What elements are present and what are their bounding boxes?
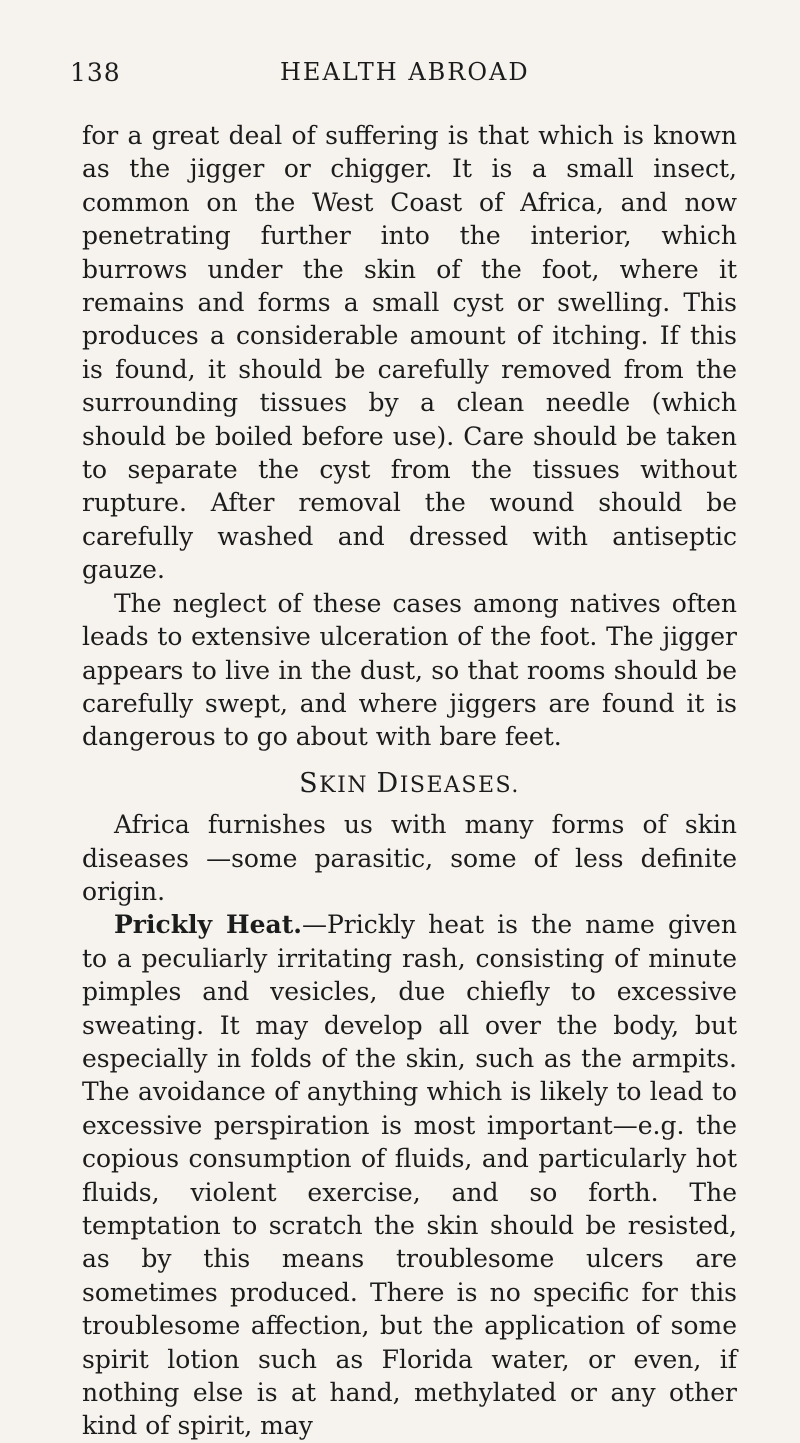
heading-rest-iseases: ISEASES. bbox=[399, 772, 520, 798]
heading-rest-kin: KIN bbox=[319, 772, 377, 798]
heading-initial-d: D bbox=[376, 767, 400, 799]
page-header bbox=[70, 58, 730, 98]
paragraph-prickly-heat bbox=[82, 908, 737, 1443]
paragraph-skin-diseases: Africa furnishes us with many forms of skin diseases —some parasitic, some of less definite origin. bbox=[82, 810, 737, 906]
heading-initial-s: S bbox=[299, 767, 320, 799]
body-text bbox=[82, 119, 737, 1443]
paragraph-jigger: for a great deal of suffering is that which is known as the jigger or chigger. It is a small insect, common on the West Coast of Africa, and now penetrating further into the interior, which burrows under the skin of the foot, where it remains and forms a small cyst or swelling. This produces a considerable amount of itching. If this is found, it should be carefully removed from the surrounding tissues by a clean needle (which should be boiled before use). Care should be taken to separate the cyst from the tissues without rupture. After removal the wound should be carefully washed and dressed with antiseptic gauze. bbox=[82, 121, 737, 585]
section-heading bbox=[82, 767, 737, 802]
page-number: 138 bbox=[70, 58, 121, 87]
running-head: HEALTH ABROAD bbox=[280, 58, 530, 86]
paragraph-neglect: The neglect of these cases among natives often leads to extensive ulceration of the foot. The jigger appears to live in the dust, so that rooms should be carefully swept, and where jiggers are found it is dangerous to go about with bare feet. bbox=[82, 588, 737, 752]
prickly-heat-text: —Prickly heat is the name given to a peculiarly irritating rash, consisting of minute pimples and vesicles, due chiefly to excessive sweating. It may develop all over the body, but especially in folds of the skin, such as the armpits. The avoidance of anything which is likely to lead to excessive perspiration is most important—e.g. the copious consumption of fluids, and particularly hot fluids, violent exercise, and so forth. The temptation to scratch the skin should be resisted, as by this means troublesome ulcers are sometimes produced. There is no specific for this troublesome affection, but the application of some spirit lotion such as Florida water, or even, if nothing else is at hand, methylated or any other kind of spirit, may bbox=[82, 910, 737, 1441]
prickly-heat-run-in-heading: Prickly Heat. bbox=[114, 910, 302, 940]
